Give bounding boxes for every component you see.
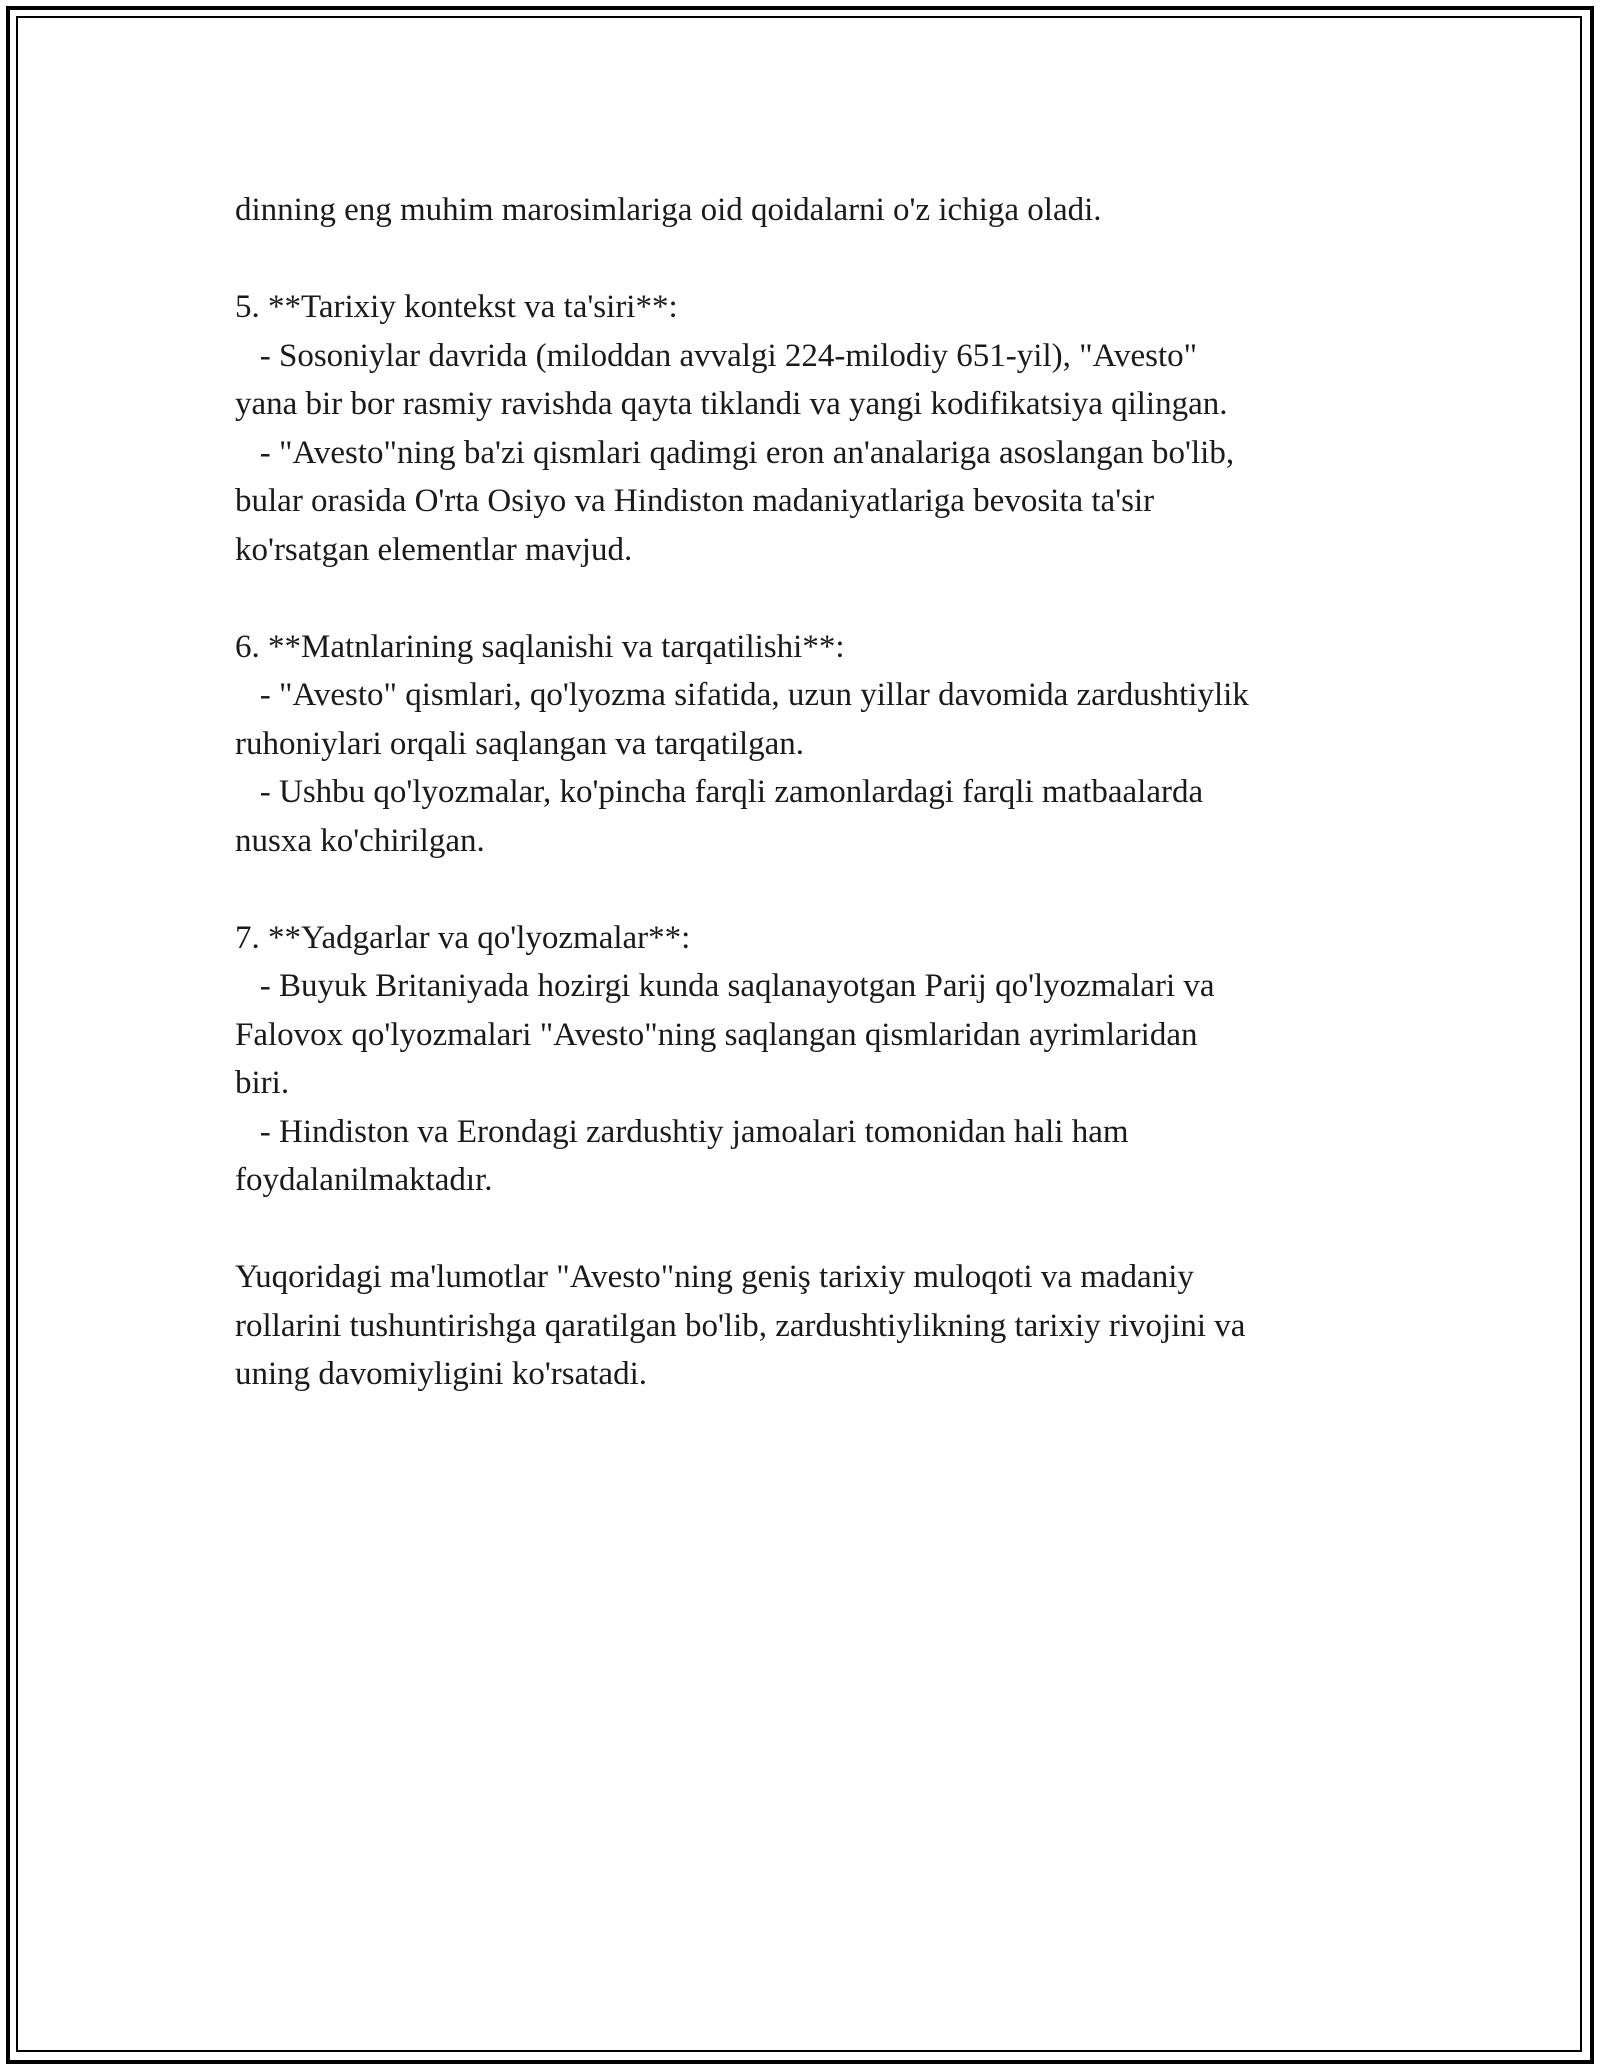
blank-line: [235, 1205, 1435, 1254]
text-line: - "Avesto" qismlari, qo'lyozma sifatida, uzun yillar davomida zardushtiylik: [235, 677, 1249, 713]
text-line: - Sosoniylar davrida (miloddan avvalgi 224-milodiy 651-yil), "Avesto": [235, 337, 1198, 374]
text-line: - Ushbu qo'lyozmalar, ko'pincha farqli zamonlardagi farqli matbaalarda: [235, 774, 1204, 810]
text-line: bular orasida O'rta Osiyo va Hindiston madaniyatlariga bevosita ta'sir: [235, 483, 1155, 519]
text-line: biri.: [235, 1065, 290, 1101]
text-line: foydalanilmaktadır.: [235, 1162, 493, 1198]
text-line: ruhoniylari orqali saqlangan va tarqatilgan.: [235, 725, 805, 762]
text-line: - Buyuk Britaniyada hozirgi kunda saqlanayotgan Parij qo'lyozmalari va: [235, 968, 1215, 1004]
conclusion-line: uning davomiyligini ko'rsatadi.: [235, 1356, 647, 1392]
text-line: - "Avesto"ning ba'zi qismlari qadimgi eron an'analariga asoslangan bo'lib,: [235, 434, 1235, 471]
document-body: [235, 186, 1435, 1399]
text-line: dinning eng muhim marosimlariga oid qoidalarni o'z ichiga oladi.: [235, 192, 1102, 228]
text-line: yana bir bor rasmiy ravishda qayta tiklandi va yangi kodifikatsiya qilingan.: [235, 386, 1228, 422]
text-line: nusxa ko'chirilgan.: [235, 822, 485, 859]
blank-line: [235, 865, 1435, 914]
blank-line: [235, 235, 1435, 284]
text-line: ko'rsatgan elementlar mavjud.: [235, 531, 633, 568]
text-line: Falovox qo'lyozmalari "Avesto"ning saqlangan qismlaridan ayrimlaridan: [235, 1016, 1198, 1053]
section-6-heading: 6. **Matnlarining saqlanishi va tarqatilishi**:: [235, 628, 845, 665]
conclusion-line: rollarini tushuntirishga qaratilgan bo'lib, zardushtiylikning tarixiy rivojini va: [235, 1307, 1246, 1344]
section-5-heading: 5. **Tarixiy kontekst va ta'siri**:: [235, 289, 678, 325]
conclusion-line: Yuqoridagi ma'lumotlar "Avesto"ning geniş tarixiy muloqoti va madaniy: [235, 1259, 1194, 1295]
blank-line: [235, 574, 1435, 623]
section-7-heading: 7. **Yadgarlar va qo'lyozmalar**:: [235, 919, 691, 956]
text-line: - Hindiston va Erondagi zardushtiy jamoalari tomonidan hali ham: [235, 1113, 1129, 1150]
